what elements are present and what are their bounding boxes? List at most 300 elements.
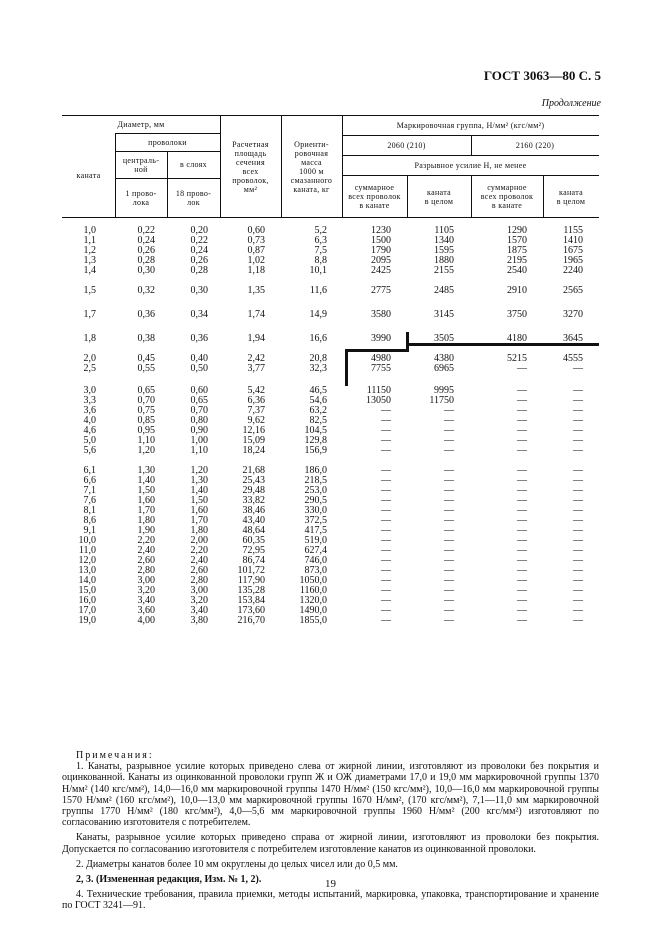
cell-mass: 873,0 xyxy=(304,565,327,576)
cell-layer-wires: 0,70 xyxy=(190,405,208,416)
cell-mass: 5,2 xyxy=(314,225,327,236)
cell-sum-2160: — xyxy=(517,425,527,436)
cell-area: 153,84 xyxy=(237,595,265,606)
table-row xyxy=(62,616,599,626)
cell-rope-diameter: 4,6 xyxy=(83,425,96,436)
cell-central-wire: 2,80 xyxy=(137,565,155,576)
cell-sum-2160: — xyxy=(517,395,527,406)
cell-rope-2060: 2155 xyxy=(434,265,454,276)
cell-area: 6,36 xyxy=(247,395,265,406)
cell-sum-2160: — xyxy=(517,555,527,566)
cell-sum-2060: 7755 xyxy=(371,363,391,374)
cell-layer-wires: 3,00 xyxy=(190,585,208,596)
cell-central-wire: 0,26 xyxy=(137,245,155,256)
cell-rope-2160: 3645 xyxy=(563,333,583,344)
cell-central-wire: 0,22 xyxy=(137,225,155,236)
cell-central-wire: 0,55 xyxy=(137,363,155,374)
cell-layer-wires: 2,00 xyxy=(190,535,208,546)
cell-rope-2060: — xyxy=(444,525,454,536)
cell-layer-wires: 0,90 xyxy=(190,425,208,436)
cell-sum-2060: — xyxy=(381,515,391,526)
cell-mass: 20,8 xyxy=(309,353,327,364)
cell-area: 5,42 xyxy=(247,385,265,396)
cell-rope-diameter: 13,0 xyxy=(78,565,96,576)
cell-mass: 129,8 xyxy=(304,435,327,446)
cell-area: 1,35 xyxy=(247,285,265,296)
cell-area: 33,82 xyxy=(242,495,265,506)
cell-sum-2160: 4180 xyxy=(507,333,527,344)
cell-sum-2160: — xyxy=(517,405,527,416)
cell-area: 15,09 xyxy=(242,435,265,446)
cell-sum-2060: — xyxy=(381,575,391,586)
cell-rope-2060: — xyxy=(444,605,454,616)
cell-mass: 372,5 xyxy=(304,515,327,526)
cell-mass: 330,0 xyxy=(304,505,327,516)
cell-rope-2060: 4380 xyxy=(434,353,454,364)
cell-rope-2060: — xyxy=(444,535,454,546)
cell-area: 0,87 xyxy=(247,245,265,256)
note-1: 1. Канаты, разрывное усилие которых приведено слева от жирной линии, изготовляют из проволоки без покрытия и оцинкованной. Канаты из оцинкованной проволоки групп Ж и ОЖ диаметрами 17,0 и 19,0 мм маркировочной группы 1370 Н/мм² (140 кгс/мм²), 14,0—16,0 мм маркировочной группы 1470 Н/мм² (150 кгс/мм²), 10,0—16,0 мм маркировочной группы 1570 Н/мм² (160 кгс/мм²), 10,0—13,0 мм маркировочной группы 1670 Н/мм², (170 кгс/мм²), 7,1—11,0 мм маркировочной группы 1770 Н/мм² (180 кгс/мм²), 4,0—5,6 мм маркировочной группы 1960 Н/мм² (200 кгс/мм²) изготовляют по согласованию изготовителя с потребителем. xyxy=(62,761,599,829)
cell-rope-2060: — xyxy=(444,485,454,496)
cell-layer-wires: 2,40 xyxy=(190,555,208,566)
cell-sum-2160: — xyxy=(517,465,527,476)
note-2: 2. Диаметры канатов более 10 мм округлены до целых чисел или до 0,5 мм. xyxy=(76,858,398,870)
header-mass: Ориенти- ровочная масса 1000 м смазанного каната, кг xyxy=(290,139,333,194)
cell-rope-2060: 1105 xyxy=(434,225,454,236)
cell-mass: 104,5 xyxy=(304,425,327,436)
cell-sum-2060: 11150 xyxy=(366,385,391,396)
cell-layer-wires: 0,36 xyxy=(190,333,208,344)
cell-rope-2160: — xyxy=(573,585,583,596)
header-rope-whole-2060: каната в целом xyxy=(424,187,454,206)
cell-rope-2160: — xyxy=(573,495,583,506)
cell-rope-2060: — xyxy=(444,465,454,476)
cell-rope-diameter: 5,6 xyxy=(83,445,96,456)
cell-mass: 1050,0 xyxy=(299,575,327,586)
cell-mass: 1160,0 xyxy=(299,585,327,596)
continuation-label: Продолжение xyxy=(541,98,601,109)
table-row xyxy=(62,446,599,456)
header-wires: проволоки xyxy=(148,137,187,147)
cell-rope-2160: — xyxy=(573,595,583,606)
cell-sum-2060: 13050 xyxy=(366,395,391,406)
cell-rope-2060: — xyxy=(444,585,454,596)
cell-rope-2060: — xyxy=(444,545,454,556)
cell-rope-2160: — xyxy=(573,525,583,536)
cell-sum-2160: 1875 xyxy=(507,245,527,256)
cell-rope-2060: — xyxy=(444,415,454,426)
cell-area: 1,18 xyxy=(247,265,265,276)
header-grade-2160: 2160 (220) xyxy=(515,140,555,150)
cell-rope-diameter: 16,0 xyxy=(78,595,96,606)
cell-sum-2160: — xyxy=(517,565,527,576)
cell-rope-2160: — xyxy=(573,505,583,516)
cell-rope-2060: 2485 xyxy=(434,285,454,296)
cell-sum-2060: — xyxy=(381,485,391,496)
cell-area: 0,73 xyxy=(247,235,265,246)
cell-mass: 32,3 xyxy=(309,363,327,374)
cell-central-wire: 0,85 xyxy=(137,415,155,426)
cell-central-wire: 1,10 xyxy=(137,435,155,446)
header-rope-whole-2160: каната в целом xyxy=(556,187,586,206)
cell-sum-2060: 2775 xyxy=(371,285,391,296)
header-sum-wires-2060: суммарное всех проволок в канате xyxy=(348,183,401,210)
cell-rope-2160: — xyxy=(573,485,583,496)
cell-sum-2160: 2910 xyxy=(507,285,527,296)
cell-central-wire: 2,60 xyxy=(137,555,155,566)
cell-area: 1,94 xyxy=(247,333,265,344)
cell-sum-2060: 1500 xyxy=(371,235,391,246)
table-row xyxy=(62,364,599,374)
cell-rope-2060: — xyxy=(444,505,454,516)
cell-area: 86,74 xyxy=(242,555,265,566)
cell-rope-2160: — xyxy=(573,445,583,456)
cell-area: 38,46 xyxy=(242,505,265,516)
cell-rope-2060: — xyxy=(444,555,454,566)
cell-mass: 218,5 xyxy=(304,475,327,486)
cell-rope-diameter: 15,0 xyxy=(78,585,96,596)
cell-rope-2160: — xyxy=(573,615,583,626)
cell-rope-2160: — xyxy=(573,425,583,436)
cell-rope-2060: — xyxy=(444,435,454,446)
cell-rope-2160: — xyxy=(573,405,583,416)
cell-mass: 156,9 xyxy=(304,445,327,456)
cell-central-wire: 1,90 xyxy=(137,525,155,536)
cell-sum-2160: — xyxy=(517,615,527,626)
cell-rope-2160: — xyxy=(573,465,583,476)
cell-mass: 627,4 xyxy=(304,545,327,556)
cell-rope-2060: — xyxy=(444,445,454,456)
cell-layer-wires: 1,00 xyxy=(190,435,208,446)
cell-sum-2060: — xyxy=(381,525,391,536)
cell-central-wire: 1,80 xyxy=(137,515,155,526)
cell-area: 1,02 xyxy=(247,255,265,266)
cell-central-wire: 0,95 xyxy=(137,425,155,436)
cell-rope-diameter: 2,0 xyxy=(83,353,96,364)
cell-sum-2160: — xyxy=(517,585,527,596)
header-area: Расчетная площадь сечения всех проволок, мм² xyxy=(232,139,269,194)
cell-layer-wires: 3,40 xyxy=(190,605,208,616)
cell-rope-diameter: 1,5 xyxy=(83,285,96,296)
cell-sum-2060: — xyxy=(381,475,391,486)
cell-rope-2160: — xyxy=(573,565,583,576)
cell-rope-diameter: 1,0 xyxy=(83,225,96,236)
cell-area: 0,60 xyxy=(247,225,265,236)
cell-rope-2160: — xyxy=(573,475,583,486)
cell-rope-2160: — xyxy=(573,395,583,406)
cell-area: 72,95 xyxy=(242,545,265,556)
cell-layer-wires: 0,20 xyxy=(190,225,208,236)
cell-area: 12,16 xyxy=(242,425,265,436)
cell-layer-wires: 1,40 xyxy=(190,485,208,496)
cell-central-wire: 0,32 xyxy=(137,285,155,296)
cell-mass: 1320,0 xyxy=(299,595,327,606)
cell-central-wire: 1,30 xyxy=(137,465,155,476)
cell-sum-2160: — xyxy=(517,535,527,546)
cell-rope-diameter: 6,6 xyxy=(83,475,96,486)
cell-mass: 1855,0 xyxy=(299,615,327,626)
cell-rope-2060: — xyxy=(444,495,454,506)
header-layers-count: 18 прово- лок xyxy=(175,189,212,207)
cell-rope-2060: 9995 xyxy=(434,385,454,396)
cell-mass: 11,6 xyxy=(309,285,327,296)
cell-central-wire: 1,70 xyxy=(137,505,155,516)
document-code: ГОСТ 3063—80 С. 5 xyxy=(483,68,601,83)
cell-area: 43,40 xyxy=(242,515,265,526)
header-breaking-force: Разрывное усилие Н, не менее xyxy=(414,160,527,170)
cell-sum-2060: — xyxy=(381,545,391,556)
cell-sum-2060: — xyxy=(381,555,391,566)
note-1-continued: Канаты, разрывное усилие которых приведено справа от жирной линии, изготовляют из проволоки без покрытия. Допускается по согласованию изготовителя с потребителем изготовление канатов из оцинкованной проволоки. xyxy=(62,832,599,855)
cell-area: 48,64 xyxy=(242,525,265,536)
cell-central-wire: 2,40 xyxy=(137,545,155,556)
cell-rope-2160: 4555 xyxy=(563,353,583,364)
cell-area: 216,70 xyxy=(237,615,265,626)
cell-sum-2060: 1230 xyxy=(371,225,391,236)
cell-sum-2160: — xyxy=(517,545,527,556)
cell-sum-2060: — xyxy=(381,425,391,436)
cell-layer-wires: 0,34 xyxy=(190,309,208,320)
cell-central-wire: 0,65 xyxy=(137,385,155,396)
cell-sum-2060: — xyxy=(381,435,391,446)
cell-rope-2160: 3270 xyxy=(563,309,583,320)
cell-area: 135,28 xyxy=(237,585,265,596)
cell-rope-2060: — xyxy=(444,405,454,416)
cell-layer-wires: 1,20 xyxy=(190,465,208,476)
cell-layer-wires: 0,30 xyxy=(190,285,208,296)
cell-sum-2160: — xyxy=(517,505,527,516)
header-grade-2060: 2060 (210) xyxy=(387,140,426,150)
cell-area: 3,77 xyxy=(247,363,265,374)
cell-central-wire: 0,28 xyxy=(137,255,155,266)
cell-area: 101,72 xyxy=(237,565,265,576)
cell-rope-2160: — xyxy=(573,535,583,546)
cell-rope-diameter: 14,0 xyxy=(78,575,96,586)
cell-sum-2060: 2095 xyxy=(371,255,391,266)
cell-central-wire: 3,20 xyxy=(137,585,155,596)
cell-rope-2160: 1155 xyxy=(563,225,583,236)
cell-rope-2160: — xyxy=(573,555,583,566)
cell-rope-2160: — xyxy=(573,415,583,426)
cell-sum-2060: 1790 xyxy=(371,245,391,256)
header-sum-wires-2160: суммарное всех проволок в канате xyxy=(480,183,534,210)
cell-area: 25,43 xyxy=(242,475,265,486)
cell-sum-2160: — xyxy=(517,495,527,506)
cell-mass: 14,9 xyxy=(309,309,327,320)
cell-layer-wires: 0,50 xyxy=(190,363,208,374)
cell-central-wire: 3,00 xyxy=(137,575,155,586)
cell-layer-wires: 1,80 xyxy=(190,525,208,536)
cell-rope-2160: — xyxy=(573,605,583,616)
cell-rope-diameter: 17,0 xyxy=(78,605,96,616)
table-row xyxy=(62,310,599,320)
cell-sum-2160: 5215 xyxy=(507,353,527,364)
cell-rope-2060: — xyxy=(444,615,454,626)
cell-rope-diameter: 1,3 xyxy=(83,255,96,266)
cell-sum-2160: 2540 xyxy=(507,265,527,276)
cell-sum-2060: — xyxy=(381,495,391,506)
header-rope: каната xyxy=(76,171,101,180)
cell-central-wire: 0,75 xyxy=(137,405,155,416)
cell-area: 7,37 xyxy=(247,405,265,416)
cell-layer-wires: 1,70 xyxy=(190,515,208,526)
cell-layer-wires: 0,40 xyxy=(190,353,208,364)
cell-central-wire: 1,40 xyxy=(137,475,155,486)
cell-mass: 746,0 xyxy=(304,555,327,566)
cell-central-wire: 0,36 xyxy=(137,309,155,320)
cell-rope-2060: — xyxy=(444,575,454,586)
cell-layer-wires: 2,60 xyxy=(190,565,208,576)
note-4: 4. Технические требования, правила приемки, методы испытаний, маркировка, упаковка, транспортирование и хранение по ГОСТ 3241—91. xyxy=(62,889,599,912)
cell-layer-wires: 1,50 xyxy=(190,495,208,506)
cell-sum-2060: — xyxy=(381,565,391,576)
cell-area: 173,60 xyxy=(237,605,265,616)
cell-area: 18,24 xyxy=(242,445,265,456)
cell-layer-wires: 1,30 xyxy=(190,475,208,486)
cell-rope-2060: 1340 xyxy=(434,235,454,246)
header-central-count: 1 прово- лока xyxy=(125,189,157,207)
cell-central-wire: 1,50 xyxy=(137,485,155,496)
cell-rope-2060: — xyxy=(444,475,454,486)
cell-sum-2060: — xyxy=(381,535,391,546)
cell-rope-diameter: 7,1 xyxy=(83,485,96,496)
cell-sum-2060: — xyxy=(381,505,391,516)
cell-sum-2060: — xyxy=(381,405,391,416)
cell-mass: 1490,0 xyxy=(299,605,327,616)
cell-layer-wires: 2,80 xyxy=(190,575,208,586)
cell-layer-wires: 2,20 xyxy=(190,545,208,556)
cell-rope-diameter: 1,8 xyxy=(83,333,96,344)
cell-rope-diameter: 8,6 xyxy=(83,515,96,526)
cell-rope-2060: 3505 xyxy=(434,333,454,344)
cell-sum-2160: — xyxy=(517,605,527,616)
cell-central-wire: 3,60 xyxy=(137,605,155,616)
cell-rope-diameter: 4,0 xyxy=(83,415,96,426)
cell-rope-2060: — xyxy=(444,565,454,576)
cell-rope-diameter: 6,1 xyxy=(83,465,96,476)
cell-sum-2160: — xyxy=(517,435,527,446)
cell-sum-2160: — xyxy=(517,475,527,486)
cell-layer-wires: 0,22 xyxy=(190,235,208,246)
table-row xyxy=(62,286,599,296)
cell-mass: 290,5 xyxy=(304,495,327,506)
cell-sum-2060: 2425 xyxy=(371,265,391,276)
cell-rope-2160: 2240 xyxy=(563,265,583,276)
cell-rope-2060: 6965 xyxy=(434,363,454,374)
cell-mass: 186,0 xyxy=(304,465,327,476)
table-row xyxy=(62,266,599,276)
cell-layer-wires: 0,60 xyxy=(190,385,208,396)
cell-area: 2,42 xyxy=(247,353,265,364)
page-number: 19 xyxy=(325,878,336,890)
cell-rope-diameter: 3,0 xyxy=(83,385,96,396)
cell-area: 21,68 xyxy=(242,465,265,476)
cell-rope-2160: — xyxy=(573,515,583,526)
cell-rope-2060: — xyxy=(444,515,454,526)
cell-layer-wires: 0,28 xyxy=(190,265,208,276)
cell-sum-2160: — xyxy=(517,515,527,526)
cell-rope-2160: — xyxy=(573,385,583,396)
cell-rope-diameter: 2,5 xyxy=(83,363,96,374)
cell-sum-2060: — xyxy=(381,615,391,626)
cell-sum-2060: 3990 xyxy=(371,333,391,344)
cell-rope-2060: 3145 xyxy=(434,309,454,320)
cell-rope-2060: — xyxy=(444,595,454,606)
cell-rope-diameter: 1,1 xyxy=(83,235,96,246)
cell-rope-diameter: 3,6 xyxy=(83,405,96,416)
cell-central-wire: 1,60 xyxy=(137,495,155,506)
cell-mass: 63,2 xyxy=(309,405,327,416)
bold-line xyxy=(345,349,409,352)
cell-sum-2060: — xyxy=(381,605,391,616)
header-diameter: Диаметр, мм xyxy=(117,119,165,129)
cell-central-wire: 0,38 xyxy=(137,333,155,344)
cell-mass: 6,3 xyxy=(314,235,327,246)
cell-layer-wires: 0,65 xyxy=(190,395,208,406)
cell-rope-diameter: 1,7 xyxy=(83,309,96,320)
cell-mass: 7,5 xyxy=(314,245,327,256)
cell-mass: 54,6 xyxy=(309,395,327,406)
header-grade: Маркировочная группа, Н/мм² (кгс/мм²) xyxy=(396,120,545,130)
cell-rope-2160: — xyxy=(573,363,583,374)
cell-central-wire: 0,45 xyxy=(137,353,155,364)
cell-layer-wires: 0,80 xyxy=(190,415,208,426)
cell-central-wire: 1,20 xyxy=(137,445,155,456)
cell-rope-diameter: 10,0 xyxy=(78,535,96,546)
cell-sum-2060: — xyxy=(381,415,391,426)
cell-rope-2160: — xyxy=(573,435,583,446)
cell-rope-2160: 1675 xyxy=(563,245,583,256)
cell-area: 1,74 xyxy=(247,309,265,320)
cell-mass: 10,1 xyxy=(309,265,327,276)
cell-sum-2060: 3580 xyxy=(371,309,391,320)
cell-central-wire: 3,40 xyxy=(137,595,155,606)
cell-rope-diameter: 11,0 xyxy=(78,545,96,556)
cell-sum-2160: — xyxy=(517,445,527,456)
cell-central-wire: 0,70 xyxy=(137,395,155,406)
cell-rope-diameter: 19,0 xyxy=(78,615,96,626)
cell-rope-2160: 2565 xyxy=(563,285,583,296)
cell-central-wire: 2,20 xyxy=(137,535,155,546)
cell-layer-wires: 1,10 xyxy=(190,445,208,456)
header-central: централь- ной xyxy=(122,155,160,174)
cell-sum-2160: 1290 xyxy=(507,225,527,236)
cell-rope-diameter: 1,2 xyxy=(83,245,96,256)
cell-rope-diameter: 9,1 xyxy=(83,525,96,536)
cell-sum-2060: — xyxy=(381,595,391,606)
cell-sum-2160: — xyxy=(517,415,527,426)
cell-rope-diameter: 1,4 xyxy=(83,265,96,276)
cell-sum-2060: 4980 xyxy=(371,353,391,364)
cell-central-wire: 0,30 xyxy=(137,265,155,276)
cell-layer-wires: 0,26 xyxy=(190,255,208,266)
cell-mass: 46,5 xyxy=(309,385,327,396)
cell-area: 117,90 xyxy=(237,575,265,586)
cell-sum-2160: 2195 xyxy=(507,255,527,266)
cell-rope-2160: — xyxy=(573,545,583,556)
cell-sum-2060: — xyxy=(381,585,391,596)
cell-sum-2160: — xyxy=(517,385,527,396)
cell-mass: 519,0 xyxy=(304,535,327,546)
cell-sum-2060: — xyxy=(381,465,391,476)
header-in-layers: в слоях xyxy=(180,160,207,169)
cell-area: 60,35 xyxy=(242,535,265,546)
cell-layer-wires: 3,20 xyxy=(190,595,208,606)
cell-sum-2160: — xyxy=(517,595,527,606)
cell-sum-2160: — xyxy=(517,575,527,586)
cell-sum-2160: — xyxy=(517,363,527,374)
cell-rope-2060: — xyxy=(444,425,454,436)
